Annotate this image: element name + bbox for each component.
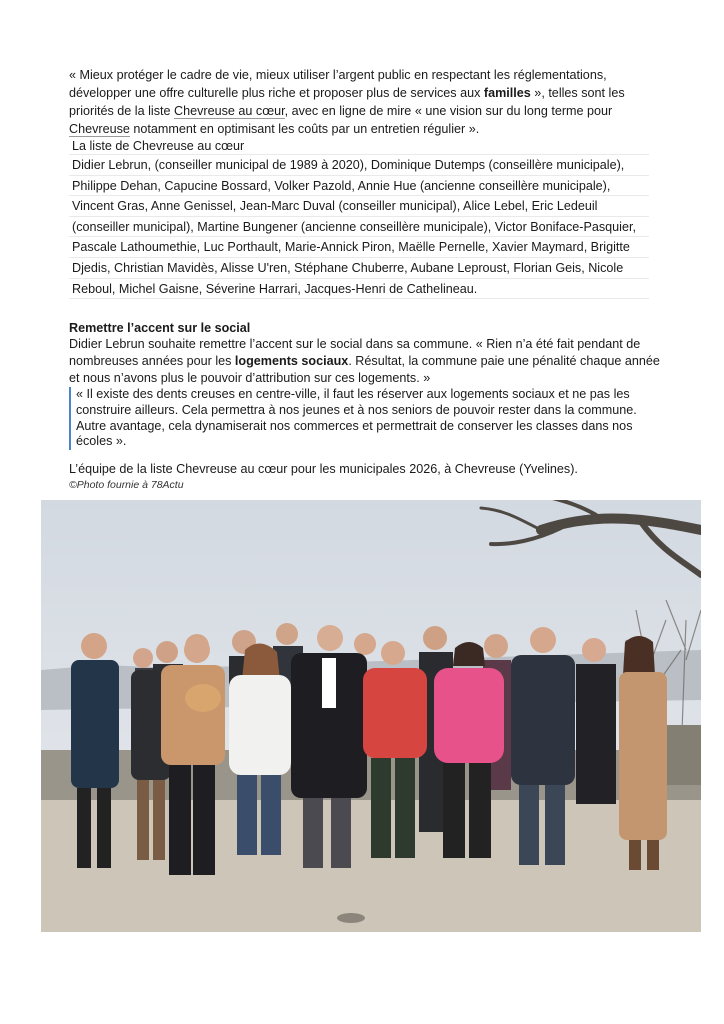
section-paragraph — [69, 336, 669, 387]
list-link[interactable]: Chevreuse au cœur — [174, 104, 285, 118]
candidate-list — [69, 138, 649, 299]
photo-caption: L’équipe de la liste Chevreuse au cœur pour les municipales 2026, à Chevreuse (Yvelines). — [69, 462, 578, 476]
candidate-line: Philippe Dehan, Capucine Bossard, Volker Pazold, Annie Hue (ancienne conseillère municipale), — [69, 176, 649, 197]
candidate-list-heading: La liste de Chevreuse au cœur — [69, 138, 649, 155]
group-photo-illustration — [41, 500, 701, 932]
candidate-line: Pascale Lathoumethie, Luc Porthault, Marie-Annick Piron, Maëlle Pernelle, Xavier Maymard, Brigitte — [69, 237, 649, 258]
intro-text-4: notamment en optimisant les coûts par un entretien régulier ». — [129, 122, 480, 136]
section-text-2: . Résultat, la commune paie une pénalité chaque année et nous n’avons plus le pouvoir d’attribution sur ces logements. » — [69, 354, 660, 385]
candidate-line: Reboul, Michel Gaisne, Séverine Harrari, Jacques-Henri de Cathelineau. — [69, 279, 649, 300]
section-title: Remettre l’accent sur le social — [69, 321, 251, 335]
intro-text-2: », telles sont les priorités de la liste — [69, 86, 625, 118]
candidate-line: (conseiller municipal), Martine Bungener (ancienne conseillère municipale), Victor Boniface-Pasquier, — [69, 217, 649, 238]
candidate-line: Djedis, Christian Mavidès, Alisse U'ren, Stéphane Chuberre, Aubane Leproust, Florian Geis, Nicole — [69, 258, 649, 279]
town-link[interactable]: Chevreuse — [69, 122, 130, 136]
section-text-1: Didier Lebrun souhaite remettre l’accent sur le social dans sa commune. « Rien n’a été fait pendant de nombreuses années pour les — [69, 337, 641, 368]
blockquote: « Il existe des dents creuses en centre-ville, il faut les réserver aux logements sociaux et ne pas les construire ailleurs. Cela permettra à nos jeunes et à nos seniors de pouvoir rester dans la commune. Autre avantage, cela dynamiserait nos commerces et permettrait de conserver les classes dans nos écoles ». — [69, 387, 649, 450]
intro-text-1: « Mieux protéger le cadre de vie, mieux utiliser l’argent public en respectant les réglementations, développer une offre culturelle plus riche et proposer plus de services aux — [69, 68, 607, 100]
candidate-line: Didier Lebrun, (conseiller municipal de 1989 à 2020), Dominique Dutemps (conseillère municipale), — [69, 155, 649, 176]
intro-bold-familles: familles — [483, 86, 531, 100]
photo-credit: ©Photo fournie à 78Actu — [69, 479, 184, 491]
intro-paragraph — [69, 66, 669, 138]
candidate-line: Vincent Gras, Anne Genissel, Jean-Marc Duval (conseiller municipal), Alice Lebel, Eric Ledeuil — [69, 196, 649, 217]
intro-text-3: , avec en ligne de mire « une vision sur du long terme pour — [284, 104, 613, 118]
section-bold: logements sociaux — [234, 354, 349, 368]
group-photo — [41, 500, 701, 932]
